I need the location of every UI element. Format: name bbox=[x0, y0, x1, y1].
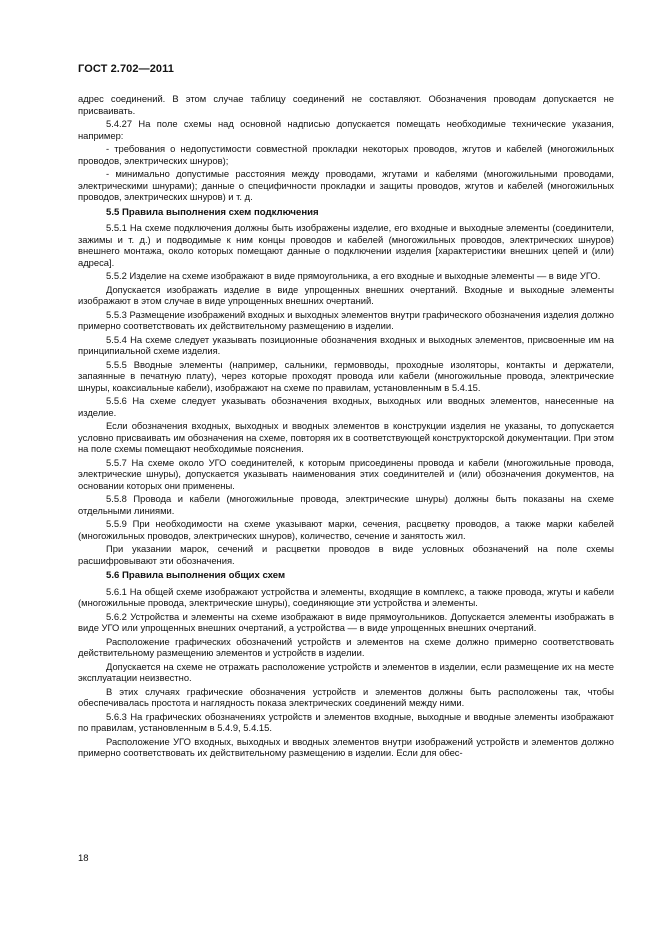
paragraph: адрес соединений. В этом случае таблицу соединений не составляют. Обозначения проводам допускается не присваивать. bbox=[78, 93, 614, 116]
document-body bbox=[78, 93, 614, 761]
paragraph: 5.5.2 Изделие на схеме изображают в виде прямоугольника, а его входные и выходные элементы — в виде УГО. bbox=[106, 270, 601, 281]
paragraph: 5.5.9 При необходимости на схеме указывают марки, сечения, расцветку проводов, а также марки кабелей (многожильных проводов, электрических шнуров), количество, сечение и занятость жил. bbox=[78, 518, 614, 541]
paragraph: 5.6.2 Устройства и элементы на схеме изображают в виде прямоугольников. Допускается элементы изображать в виде УГО или упрощенных внешних очертаний, а устройства — в виде упрощенных внешних очертаний. bbox=[78, 610, 614, 633]
paragraph: 5.5.1 На схеме подключения должны быть изображены изделие, его входные и выходные элементы (соединители, зажимы и т. д.) и подводимые к ним концы проводов и кабелей (многожильных проводов, электрических шнуров) внешнего монтажа, около которых помещают данные о подключении изделия [характеристики внешних цепей и (или) адреса]. bbox=[78, 222, 614, 268]
paragraph: В этих случаях графические обозначения устройств и элементов должны быть расположены так, чтобы обеспечивалась простота и наглядность показа электрических соединений между ними. bbox=[78, 685, 614, 708]
paragraph: 5.6.1 На общей схеме изображают устройства и элементы, входящие в комплекс, а также провода, жгуты и кабели (многожильные провода, электрические шнуры), соединяющие эти устройства и элементы. bbox=[78, 585, 614, 608]
paragraph: - требования о недопустимости совместной прокладки некоторых проводов, жгутов и кабелей (многожильных проводов, электрических шнуров); bbox=[78, 143, 614, 166]
paragraph: - минимально допустимые расстояния между проводами, жгутами и кабелями (многожильными проводами, электрическими шнурами); данные о специфичности прокладки и защиты проводов, жгутов и кабелей (многожильных проводов, электрических шнуров) и т. д. bbox=[78, 168, 614, 202]
paragraph: Допускается на схеме не отражать расположение устройств и элементов в изделии, если размещение их на месте эксплуатации неизвестно. bbox=[78, 660, 614, 683]
document-header: ГОСТ 2.702—2011 bbox=[78, 63, 174, 75]
paragraph: 5.5.6 На схеме следует указывать обозначения входных, выходных или вводных элементов, нанесенные на изделие. bbox=[78, 395, 614, 418]
paragraph: Если обозначения входных, выходных и вводных элементов в конструкции изделия не указаны, то допускается условно присваивать им обозначения на схеме, повторяя их в соответствующей конструкторской документации. При этом на поле схемы помещают необходимые пояснения. bbox=[78, 420, 614, 454]
paragraph: При указании марок, сечений и расцветки проводов в виде условных обозначений на поле схемы расшифровывают эти обозначения. bbox=[78, 543, 614, 566]
section-heading: 5.6 Правила выполнения общих схем bbox=[106, 570, 286, 581]
paragraph: 5.5.5 Вводные элементы (например, сальники, гермовводы, проходные изоляторы, контакты и держатели, запаянные в печатную плату), через которые проходят провода или кабели (многожильные провода, электрические шнуры, коаксиальные кабели), изображают на схеме по правилам, установленным в 5.4.15. bbox=[78, 358, 614, 393]
paragraph: 5.5.8 Провода и кабели (многожильные провода, электрические шнуры) должны быть показаны на схеме отдельными линиями. bbox=[78, 493, 614, 516]
paragraph: Расположение УГО входных, выходных и вводных элементов внутри изображений устройств и элементов должно примерно соответствовать их действительному размещению в изделии. Если для обес- bbox=[78, 735, 614, 758]
section-heading: 5.5 Правила выполнения схем подключения bbox=[106, 206, 319, 218]
paragraph: 5.6.3 На графических обозначениях устройств и элементов входные, выходные и вводные элементы изображают по правилам, установленным в 5.4.9, 5.4.15. bbox=[78, 710, 614, 733]
paragraph: Допускается изображать изделие в виде упрощенных внешних очертаний. Входные и выходные элементы изображают в этом случае в виде упрощенных внешних очертаний. bbox=[78, 283, 614, 306]
paragraph: 5.4.27 На поле схемы над основной надписью допускается помещать необходимые технические указания, например: bbox=[78, 118, 614, 141]
paragraph: 5.5.7 На схеме около УГО соединителей, к которым присоединены провода и кабели (многожильные провода, электрические шнуры), допускается указывать наименования этих соединителей и (или) обозначения документов, на основании которых они применены. bbox=[78, 456, 614, 491]
paragraph: 5.5.3 Размещение изображений входных и выходных элементов внутри графического обозначения изделия должно примерно соответствовать их действительному размещению в изделии. bbox=[78, 308, 614, 331]
page-number: 18 bbox=[78, 853, 89, 864]
paragraph: 5.5.4 На схеме следует указывать позиционные обозначения входных и выходных элементов, присвоенные им на принципиальной схеме изделия. bbox=[78, 333, 614, 356]
paragraph: Расположение графических обозначений устройств и элементов на схеме должно примерно соответствовать действительному размещению элементов и устройств в изделии. bbox=[78, 635, 614, 658]
